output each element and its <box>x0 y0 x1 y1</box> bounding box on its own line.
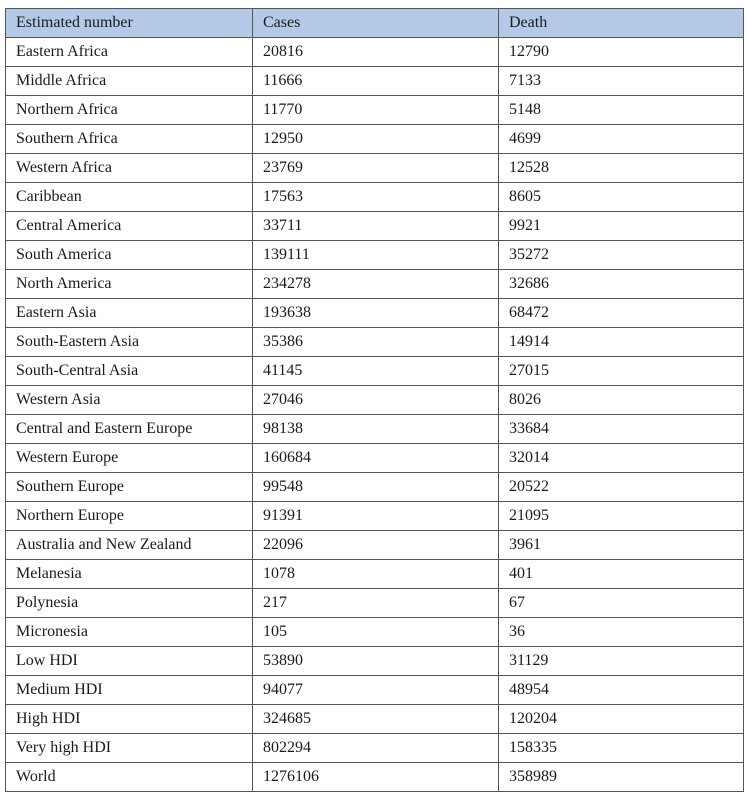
death-cell: 27015 <box>499 357 744 386</box>
region-cell: Western Africa <box>6 154 253 183</box>
table-row <box>6 125 744 154</box>
cases-cell: 27046 <box>253 386 499 415</box>
death-cell: 35272 <box>499 241 744 270</box>
table-row <box>6 531 744 560</box>
table-row <box>6 473 744 502</box>
cases-cell: 234278 <box>253 270 499 299</box>
table-row <box>6 618 744 647</box>
death-cell: 21095 <box>499 502 744 531</box>
death-cell: 8605 <box>499 183 744 212</box>
header-death: Death <box>499 9 744 38</box>
cases-cell: 217 <box>253 589 499 618</box>
table-row <box>6 386 744 415</box>
death-cell: 158335 <box>499 734 744 763</box>
region-cell: Polynesia <box>6 589 253 618</box>
table-row <box>6 154 744 183</box>
cases-cell: 98138 <box>253 415 499 444</box>
death-cell: 12528 <box>499 154 744 183</box>
cases-cell: 11770 <box>253 96 499 125</box>
region-cell: Eastern Asia <box>6 299 253 328</box>
table-row <box>6 270 744 299</box>
table-row <box>6 38 744 67</box>
region-cell: Southern Africa <box>6 125 253 154</box>
data-table <box>5 8 744 792</box>
cases-cell: 41145 <box>253 357 499 386</box>
region-cell: Australia and New Zealand <box>6 531 253 560</box>
death-cell: 3961 <box>499 531 744 560</box>
death-cell: 68472 <box>499 299 744 328</box>
cases-cell: 20816 <box>253 38 499 67</box>
table-row <box>6 415 744 444</box>
header-region: Estimated number <box>6 9 253 38</box>
cases-cell: 105 <box>253 618 499 647</box>
table-row <box>6 299 744 328</box>
table-row <box>6 589 744 618</box>
table-body <box>6 38 744 792</box>
cases-cell: 139111 <box>253 241 499 270</box>
death-cell: 32014 <box>499 444 744 473</box>
death-cell: 7133 <box>499 67 744 96</box>
cases-cell: 324685 <box>253 705 499 734</box>
death-cell: 5148 <box>499 96 744 125</box>
region-cell: Middle Africa <box>6 67 253 96</box>
region-cell: Central and Eastern Europe <box>6 415 253 444</box>
death-cell: 31129 <box>499 647 744 676</box>
region-cell: Northern Europe <box>6 502 253 531</box>
table-row <box>6 705 744 734</box>
table-row <box>6 502 744 531</box>
region-cell: High HDI <box>6 705 253 734</box>
region-cell: Western Europe <box>6 444 253 473</box>
death-cell: 4699 <box>499 125 744 154</box>
cases-cell: 33711 <box>253 212 499 241</box>
death-cell: 8026 <box>499 386 744 415</box>
death-cell: 401 <box>499 560 744 589</box>
table-row <box>6 647 744 676</box>
region-cell: Low HDI <box>6 647 253 676</box>
table-row <box>6 357 744 386</box>
death-cell: 14914 <box>499 328 744 357</box>
cases-cell: 160684 <box>253 444 499 473</box>
death-cell: 9921 <box>499 212 744 241</box>
death-cell: 33684 <box>499 415 744 444</box>
region-cell: North America <box>6 270 253 299</box>
cases-cell: 193638 <box>253 299 499 328</box>
death-cell: 32686 <box>499 270 744 299</box>
cases-cell: 53890 <box>253 647 499 676</box>
table-row <box>6 212 744 241</box>
table-row <box>6 560 744 589</box>
cases-cell: 23769 <box>253 154 499 183</box>
header-cases: Cases <box>253 9 499 38</box>
death-cell: 48954 <box>499 676 744 705</box>
table-row <box>6 96 744 125</box>
table-row <box>6 67 744 96</box>
death-cell: 20522 <box>499 473 744 502</box>
cases-cell: 802294 <box>253 734 499 763</box>
region-cell: Central America <box>6 212 253 241</box>
death-cell: 358989 <box>499 763 744 792</box>
cases-cell: 1276106 <box>253 763 499 792</box>
table-row <box>6 734 744 763</box>
cases-cell: 12950 <box>253 125 499 154</box>
region-cell: Melanesia <box>6 560 253 589</box>
table-row <box>6 241 744 270</box>
death-cell: 36 <box>499 618 744 647</box>
region-cell: Southern Europe <box>6 473 253 502</box>
cases-cell: 35386 <box>253 328 499 357</box>
region-cell: Eastern Africa <box>6 38 253 67</box>
cases-cell: 17563 <box>253 183 499 212</box>
cases-cell: 11666 <box>253 67 499 96</box>
region-cell: World <box>6 763 253 792</box>
region-cell: South-Central Asia <box>6 357 253 386</box>
region-cell: Very high HDI <box>6 734 253 763</box>
table-row <box>6 183 744 212</box>
cases-cell: 1078 <box>253 560 499 589</box>
region-cell: Caribbean <box>6 183 253 212</box>
cases-cell: 22096 <box>253 531 499 560</box>
header-row <box>6 9 744 38</box>
table-row <box>6 676 744 705</box>
death-cell: 12790 <box>499 38 744 67</box>
region-cell: South-Eastern Asia <box>6 328 253 357</box>
region-cell: Northern Africa <box>6 96 253 125</box>
table-row <box>6 328 744 357</box>
death-cell: 67 <box>499 589 744 618</box>
region-cell: South America <box>6 241 253 270</box>
region-cell: Western Asia <box>6 386 253 415</box>
cases-cell: 91391 <box>253 502 499 531</box>
region-cell: Micronesia <box>6 618 253 647</box>
table-row <box>6 444 744 473</box>
cases-cell: 94077 <box>253 676 499 705</box>
region-cell: Medium HDI <box>6 676 253 705</box>
table-row <box>6 763 744 792</box>
death-cell: 120204 <box>499 705 744 734</box>
cases-cell: 99548 <box>253 473 499 502</box>
